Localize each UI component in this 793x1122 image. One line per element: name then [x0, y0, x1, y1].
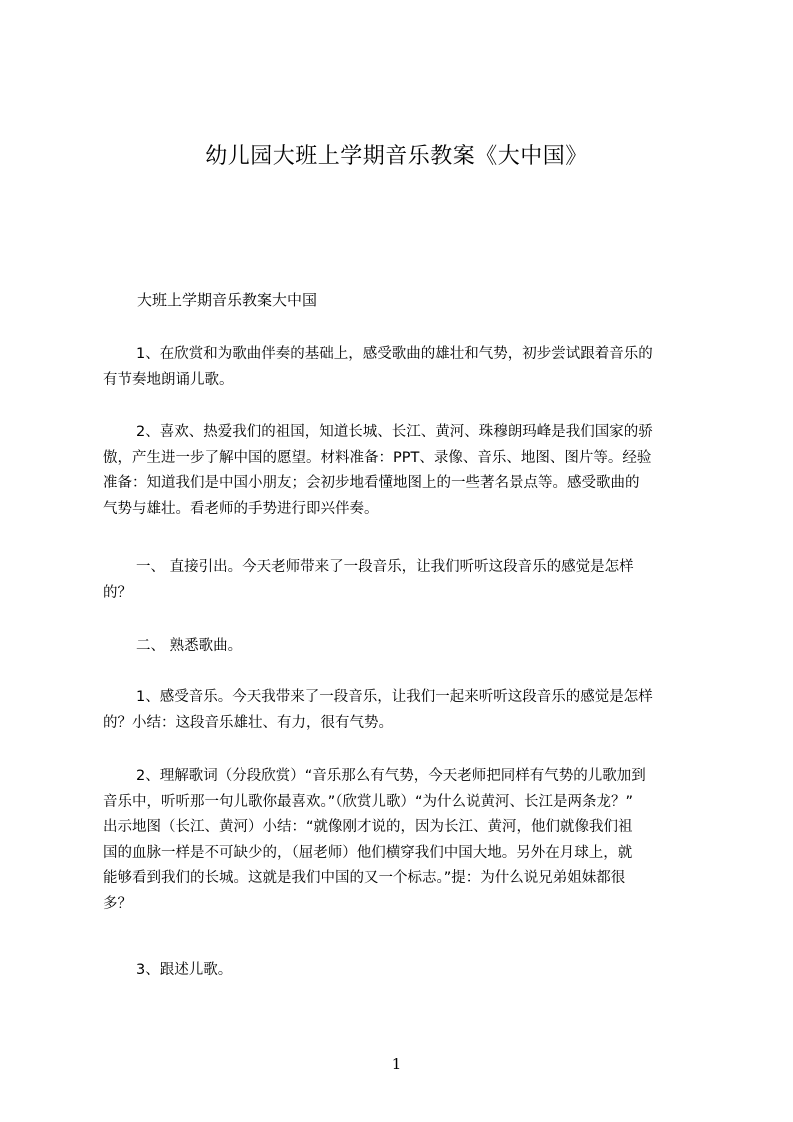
text-line: 二、 熟悉歌曲。: [136, 638, 243, 654]
text-line: 准备：知道我们是中国小朋友；会初步地看懂地图上的一些著名景点等。感受歌曲的: [103, 475, 640, 491]
paragraph-section-1: [103, 555, 713, 606]
paragraph-objective-1: [103, 342, 713, 393]
text-line: 一、 直接引出。今天老师带来了一段音乐，让我们听听这段音乐的感觉是怎样: [136, 559, 634, 575]
text-line: 有节奏地朗诵儿歌。: [103, 371, 234, 388]
text-line: 能够看到我们的长城。这就是我们中国的又一个标志。”提：为什么说兄弟姐妹都很: [103, 870, 626, 886]
text-line: 气势与雄壮。看老师的手势进行即兴伴奏。: [103, 500, 379, 517]
document-title: 幼儿园大班上学期音乐教案《大中国》: [205, 144, 588, 169]
text-line: 的？小结：这段音乐雄壮、有力，很有气势。: [103, 714, 393, 731]
text-line: 多？: [103, 895, 132, 912]
text-line: 傲，产生进一步了解中国的愿望。材料准备：PPT、录像、音乐、地图、图片等。经验: [103, 449, 652, 466]
page-number: 1: [391, 1055, 402, 1073]
text-line: 3、跟述儿歌。: [136, 962, 233, 978]
text-line: 出示地图（长江、黄河）小结：“就像刚才说的，因为长江、黄河，他们就像我们祖: [103, 819, 633, 835]
document-subtitle: 大班上学期音乐教案大中国: [137, 291, 318, 309]
text-line: 国的血脉一样是不可缺少的，（屈老师）他们横穿我们中国大地。另外在月球上，就: [103, 844, 633, 861]
paragraph-step-1: [103, 685, 713, 736]
text-line: 音乐中，听听那一句儿歌你最喜欢。”（欣赏儿歌）“为什么说黄河、长江是两条龙？”: [103, 793, 634, 810]
text-line: 的？: [103, 584, 132, 601]
paragraph-step-2: [103, 764, 713, 917]
text-line: 1、在欣赏和为歌曲伴奏的基础上，感受歌曲的雄壮和气势，初步尝试跟着音乐的: [136, 346, 653, 362]
text-line: 2、理解歌词（分段欣赏）“音乐那么有气势，今天老师把同样有气势的儿歌加到: [136, 768, 646, 784]
text-line: 2、喜欢、热爱我们的祖国，知道长城、长江、黄河、珠穆朗玛峰是我们国家的骄: [136, 424, 653, 440]
paragraph-objective-2: [103, 420, 713, 522]
text-line: 1、感受音乐。今天我带来了一段音乐，让我们一起来听听这段音乐的感觉是怎样: [136, 689, 653, 705]
paragraph-section-2: [103, 634, 713, 660]
paragraph-step-3: [103, 958, 713, 984]
